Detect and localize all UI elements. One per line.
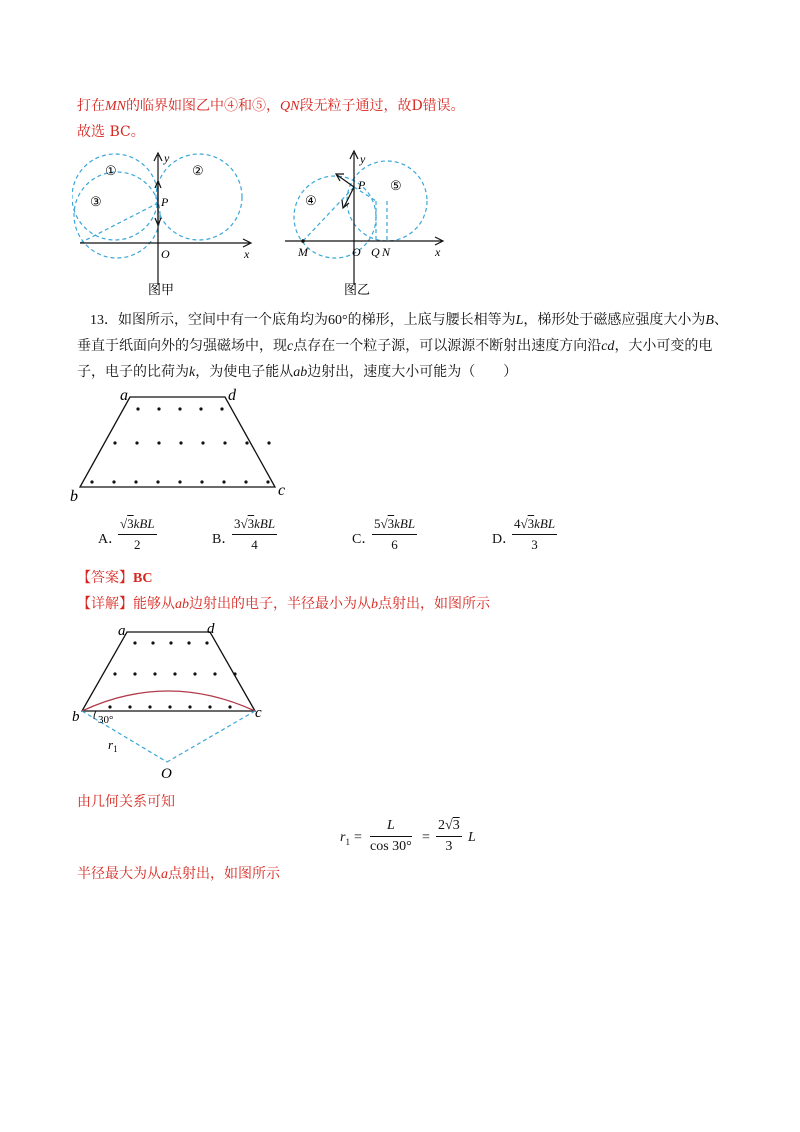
field-dot: [135, 441, 138, 444]
field-dot: [178, 480, 181, 483]
r-symbol: r: [108, 737, 114, 752]
field-dot: [208, 705, 211, 708]
geometry-text: 由几何关系可知: [77, 794, 175, 810]
field-dot: [157, 441, 160, 444]
last-line: [77, 864, 280, 885]
coef: 2: [438, 818, 445, 833]
n-label: N: [382, 245, 391, 259]
question-text: ，大小可变的电: [614, 338, 713, 354]
vertex-c-label: c: [255, 705, 262, 721]
intro-line-2: 故选 BC。: [77, 124, 145, 140]
p-label: P: [161, 195, 169, 209]
denominator: 4: [251, 537, 258, 552]
radicand: 3: [527, 516, 535, 531]
field-dot: [188, 705, 191, 708]
field-dot: [173, 672, 176, 675]
question-text: 、: [713, 312, 728, 328]
field-dot: [179, 441, 182, 444]
circle-1-label: ①: [105, 163, 117, 178]
option-fraction: √3kBL 2: [120, 516, 155, 552]
option-a[interactable]: [98, 516, 218, 556]
field-dot: [222, 480, 225, 483]
circle-3: [74, 172, 160, 258]
field-dot: [128, 705, 131, 708]
field-dot: [213, 672, 216, 675]
var-c: c: [287, 339, 294, 354]
question-text: 子，电子的比荷为: [77, 364, 189, 380]
denominator: 2: [134, 537, 141, 552]
detail-tag: 【详解】: [77, 596, 133, 612]
angle-label: 30°: [98, 714, 114, 726]
field-dot: [133, 641, 136, 644]
field-dot: [193, 672, 196, 675]
vertex-a-label: a: [120, 387, 128, 404]
var-k: k: [189, 365, 196, 380]
vertex-d-label: d: [207, 621, 215, 637]
m-label: M: [298, 245, 308, 259]
field-dot: [201, 441, 204, 444]
var-b-point: b: [371, 597, 378, 612]
field-dot: [108, 705, 111, 708]
coef: 5: [374, 516, 381, 531]
option-fraction: 5√3kBL 6: [374, 516, 416, 552]
field-dot: [228, 705, 231, 708]
field-dot: [244, 480, 247, 483]
trapezoid-shape: [82, 632, 255, 711]
radicand: 3: [247, 516, 255, 531]
last-text: 点射出，如图所示: [168, 866, 280, 882]
intro-text: 段无粒子通过，故D错误。: [299, 98, 465, 114]
radius-line: [80, 203, 158, 243]
radius-label: [108, 737, 118, 754]
p-label: P: [358, 178, 366, 192]
field-dot: [267, 441, 270, 444]
question-text: ，为使电子能从: [195, 364, 294, 380]
question-text: 点存在一个粒子源，可以源源不断射出速度方向沿: [293, 338, 602, 354]
field-dot: [178, 407, 181, 410]
radicand: 3: [452, 818, 460, 833]
field-dot: [156, 480, 159, 483]
intro-line-1: [77, 96, 465, 117]
option-c[interactable]: [352, 516, 472, 556]
field-dot: [266, 480, 269, 483]
option-fraction: 4√3kBL 3: [514, 516, 556, 552]
radius-c-o: [167, 711, 255, 762]
coef: 3: [234, 516, 241, 531]
var-ab: ab: [293, 365, 308, 380]
field-dot: [199, 407, 202, 410]
figure-caption: 图乙: [344, 282, 371, 297]
question-number: 13．: [90, 313, 118, 328]
circle-2-label: ②: [192, 163, 204, 178]
field-dot: [136, 407, 139, 410]
intro-text: 打在: [77, 98, 105, 114]
radius-b-o: [82, 711, 167, 762]
denominator-cos: cos 30°: [370, 839, 412, 854]
field-dot: [113, 441, 116, 444]
trapezoid-figure: [70, 385, 295, 505]
vertex-b-label: b: [70, 488, 78, 505]
y-label: y: [360, 152, 366, 166]
figure-caption: 图甲: [148, 282, 175, 297]
detail-text: 边射出的电子，半径最小为从: [189, 596, 371, 612]
field-dot: [153, 672, 156, 675]
field-dot: [245, 441, 248, 444]
answer-tag: 【答案】: [77, 570, 133, 586]
coef: 4: [514, 516, 521, 531]
answer-value: BC: [133, 571, 153, 586]
var-l: L: [515, 313, 524, 328]
radicand: 3: [127, 516, 134, 531]
detail-text: 点射出，如图所示: [378, 596, 490, 612]
circle-4-label: ④: [305, 193, 317, 208]
detail-line: [77, 594, 490, 615]
field-dot: [112, 480, 115, 483]
field-dot: [157, 407, 160, 410]
detail-text: 能够从: [133, 596, 175, 612]
var-cd: cd: [601, 339, 615, 354]
vars: kBL: [254, 516, 276, 531]
magnetic-field-dots: [108, 641, 236, 708]
numerator-l: L: [370, 818, 412, 837]
question-line-3: [77, 362, 517, 383]
option-b[interactable]: [212, 516, 332, 556]
question-text: 如图所示，空间中有一个底角均为: [118, 312, 328, 328]
field-dot: [233, 672, 236, 675]
tail-l: L: [468, 830, 476, 845]
question-text: 垂直于纸面向外的匀强磁场中，现: [77, 338, 287, 354]
question-text: 的梯形，上底与腰长相等为: [347, 312, 516, 328]
figure-yi: [280, 145, 455, 300]
option-label: D．: [492, 532, 517, 547]
field-dot: [205, 641, 208, 644]
denominator: 3: [531, 537, 538, 552]
circle-5-label: ⑤: [390, 178, 402, 193]
option-label: B．: [212, 532, 236, 547]
angle-arc: [94, 711, 96, 719]
r-subscript: 1: [113, 744, 118, 754]
vars: kBL: [534, 516, 556, 531]
figure-jia: [72, 145, 262, 300]
var-b: B: [705, 313, 714, 328]
x-label: x: [244, 247, 250, 261]
field-dot: [90, 480, 93, 483]
angle-value: 60°: [328, 313, 348, 328]
field-dot: [187, 641, 190, 644]
field-dot: [168, 705, 171, 708]
option-label: C．: [352, 532, 376, 547]
denominator: 6: [391, 537, 398, 552]
field-dot: [133, 672, 136, 675]
radicand: 3: [387, 516, 395, 531]
var-ab: ab: [175, 597, 189, 612]
q-label: Q: [371, 245, 380, 259]
origin-label: O: [352, 245, 361, 259]
vars: kBL: [394, 516, 416, 531]
question-text: ，梯形处于磁感应强度大小为: [523, 312, 706, 328]
mn-label: MN: [105, 99, 126, 114]
question-text: 边射出，速度大小可能为（ ）: [307, 364, 518, 380]
center-o-label: O: [161, 766, 172, 782]
point-m: [301, 239, 305, 243]
r-symbol: r: [340, 830, 346, 845]
question-line-1: [90, 310, 728, 331]
last-text: 半径最大为从: [77, 866, 161, 882]
field-dot: [148, 705, 151, 708]
origin-label: O: [161, 247, 170, 261]
qn-label: QN: [280, 99, 300, 114]
option-fraction: 3√3kBL 4: [234, 516, 276, 552]
trapezoid-shape: [80, 397, 275, 487]
field-dot: [113, 672, 116, 675]
x-label: x: [435, 245, 441, 259]
var-a-point: a: [161, 867, 168, 882]
trapezoid-arc-figure: [70, 617, 280, 782]
r-subscript: 1: [345, 836, 350, 847]
field-dot: [151, 641, 154, 644]
intro-text: 的临界如图乙中④和⑤，: [126, 98, 280, 114]
field-dot: [223, 441, 226, 444]
vertex-b-label: b: [72, 709, 80, 725]
vars: kBL: [133, 516, 155, 531]
field-dot: [134, 480, 137, 483]
vertex-a-label: a: [118, 623, 126, 639]
field-dot: [200, 480, 203, 483]
question-line-2: [77, 336, 712, 357]
circle-3-label: ③: [90, 194, 102, 209]
option-label: A．: [98, 532, 123, 547]
answer-line: [77, 568, 152, 589]
field-dot: [169, 641, 172, 644]
denominator: 3: [445, 839, 453, 854]
option-d[interactable]: [492, 516, 612, 556]
vertex-c-label: c: [278, 482, 286, 499]
vertex-d-label: d: [228, 387, 236, 404]
y-label: y: [164, 151, 170, 165]
field-dot: [220, 407, 223, 410]
